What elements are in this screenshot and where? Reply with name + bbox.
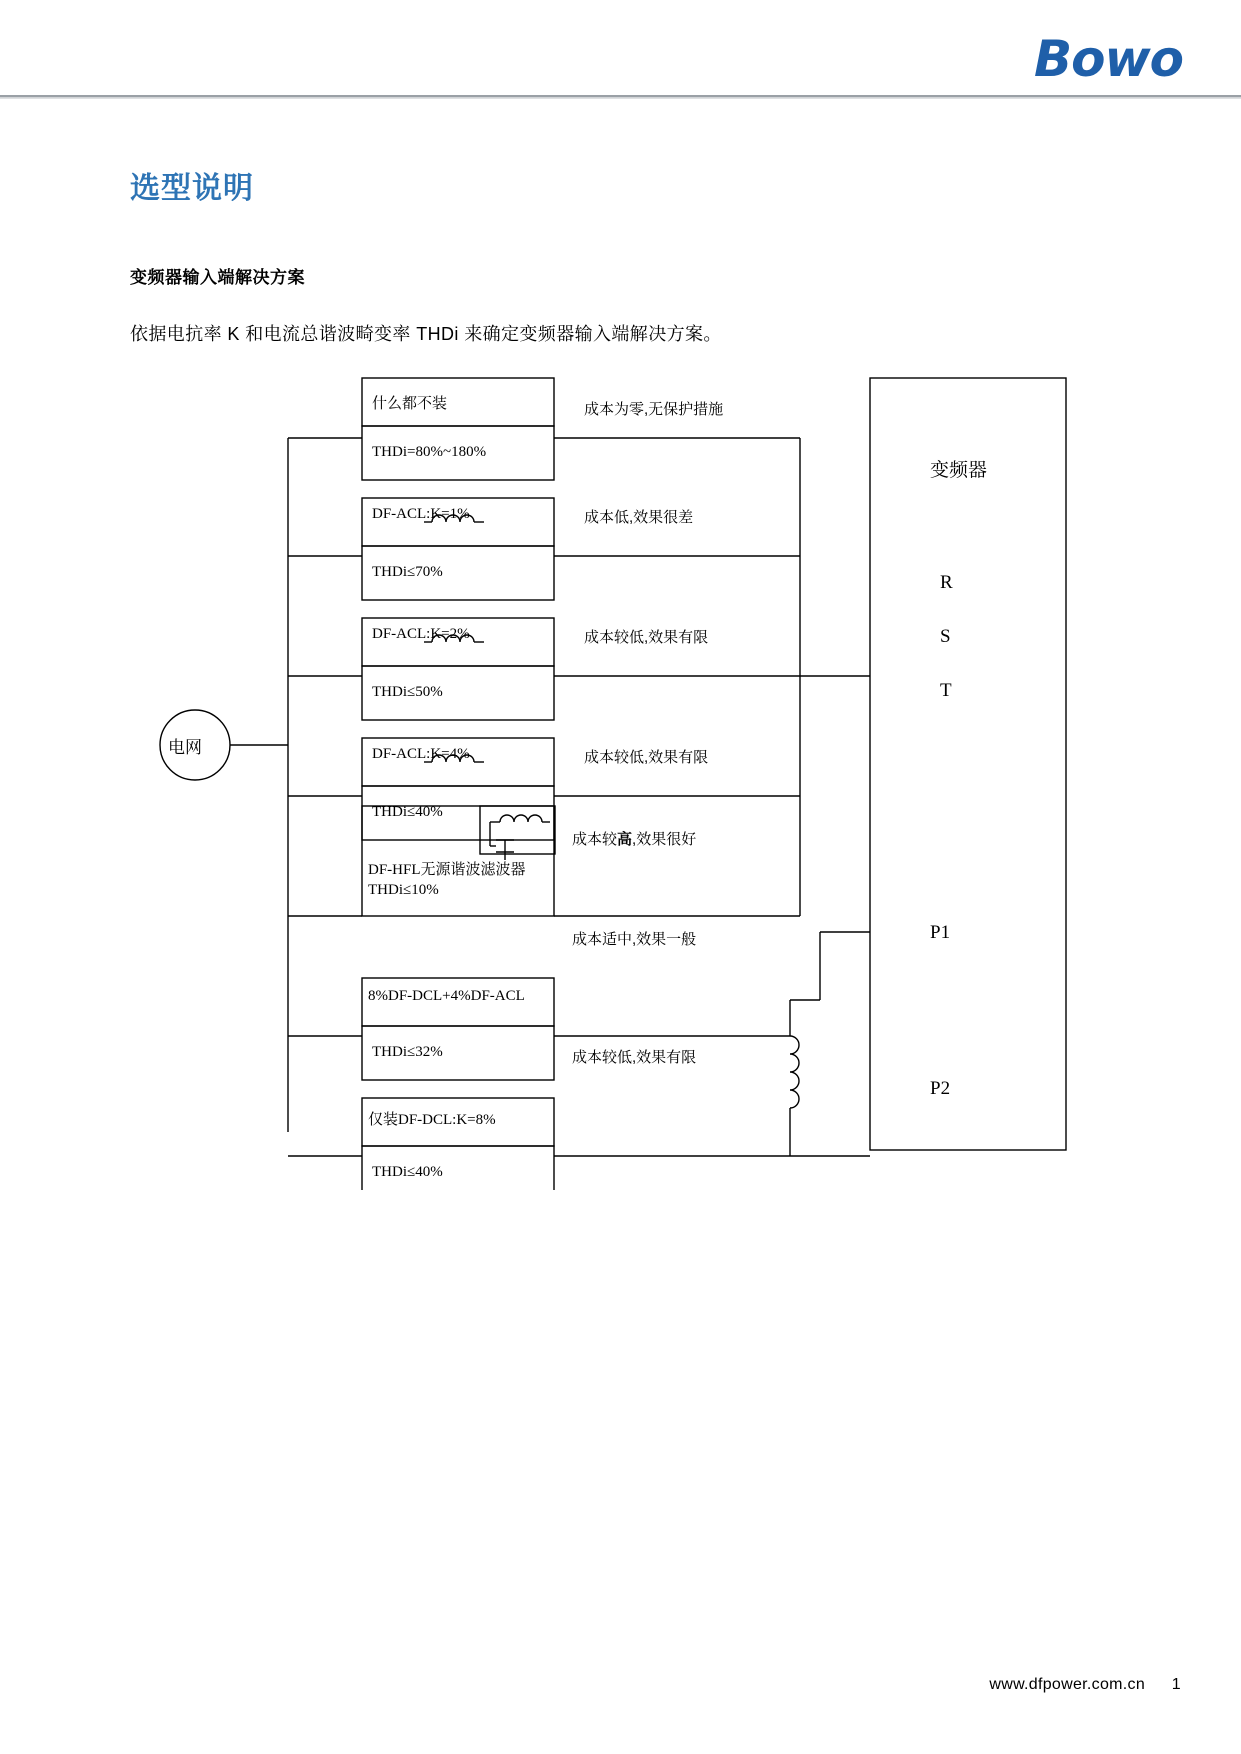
footer-page-number: 1 xyxy=(1171,1676,1181,1693)
page-header xyxy=(0,0,1241,100)
branch-2-cost: 成本低,效果很差 xyxy=(584,509,694,526)
branch-4-thdi: THDi≤40% xyxy=(372,804,443,820)
branch-1-device: 什么都不装 xyxy=(372,395,448,412)
terminal-p2: P2 xyxy=(930,1078,951,1099)
branch-6-thdi: THDi≤32% xyxy=(372,1044,443,1060)
branch-3-device: DF-ACL:K=2% xyxy=(372,626,470,642)
terminal-s: S xyxy=(940,626,951,647)
branch-3-thdi: THDi≤50% xyxy=(372,684,443,700)
grid-source-label: 电网 xyxy=(168,738,202,757)
intro-paragraph: 依据电抗率 K 和电流总谐波畸变率 THDi 来确定变频器输入端解决方案。 xyxy=(130,324,722,344)
branch-5-device: DF-HFL无源谐波滤波器 xyxy=(368,862,526,878)
terminal-t: T xyxy=(940,680,952,701)
terminal-p1: P1 xyxy=(930,922,951,943)
branch-4-cost: 成本较低,效果有限 xyxy=(584,749,709,766)
header-divider xyxy=(0,95,1241,99)
inverter-label: 变频器 xyxy=(930,460,988,481)
branch-2-thdi: THDi≤70% xyxy=(372,564,443,580)
branch-3-cost: 成本较低,效果有限 xyxy=(584,629,709,646)
branch-1-cost: 成本为零,无保护措施 xyxy=(584,401,724,418)
footer-url: www.dfpower.com.cn xyxy=(989,1676,1146,1693)
branch-6-device: 8%DF-DCL+4%DF-ACL xyxy=(368,988,525,1004)
branch-6-cost: 成本适中,效果一般 xyxy=(572,931,697,948)
solution-diagram xyxy=(0,360,1241,1190)
branch-7-cost: 成本较低,效果有限 xyxy=(572,1049,697,1066)
branch-2-device: DF-ACL:K=1% xyxy=(372,506,470,522)
branch-5-cost: 成本较高,效果很好 xyxy=(572,831,697,848)
page-title: 选型说明 xyxy=(130,172,254,205)
brand-logo: Bowo xyxy=(1033,30,1183,88)
branch-7-device: 仅装DF-DCL:K=8% xyxy=(368,1112,496,1128)
branch-1-thdi: THDi=80%~180% xyxy=(372,444,487,460)
page-footer xyxy=(989,1676,1181,1694)
branch-7-thdi: THDi≤40% xyxy=(372,1164,443,1180)
branch-4-device: DF-ACL:K=4% xyxy=(372,746,470,762)
terminal-r: R xyxy=(940,572,953,593)
subsection-title: 变频器输入端解决方案 xyxy=(130,268,305,287)
branch-5-thdi: THDi≤10% xyxy=(368,882,439,898)
